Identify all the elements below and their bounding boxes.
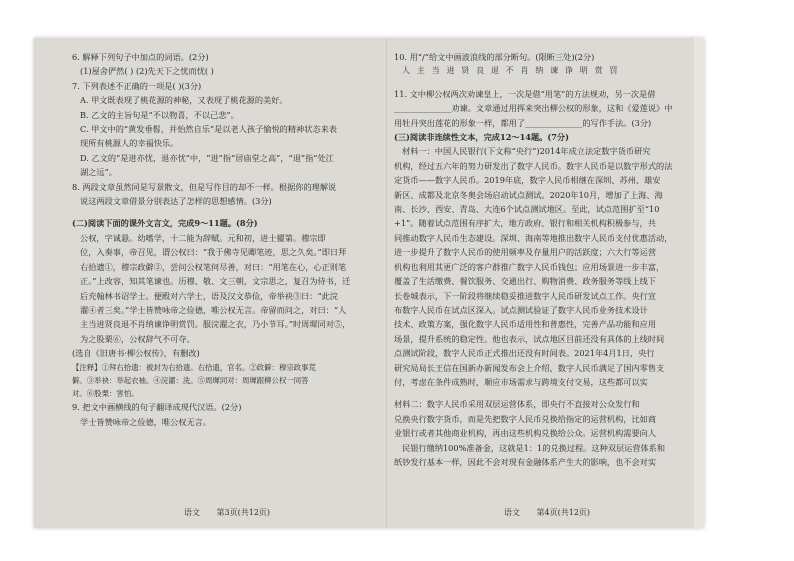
right-column-line: +1”。随着试点范围有序扩大，地方政府、银行和相关机构积极参与，共 [394, 218, 656, 229]
left-column-line: 湖之远”。 [80, 167, 117, 178]
right-column-line: 兑换央行数字货币，而是先把数字人民币兑换给指定的运营机构，比如商 [394, 413, 657, 424]
footer-right-page: 第4页(共12页) [536, 508, 591, 517]
right-column-line: 新区、成都及北京冬奥会场启动试点测试。2020年10月，增加了上海、海 [394, 189, 663, 200]
right-column-line: ______________劝谏。文章通过用挥来突出柳公权的形象，这和《爱莲说》中 [394, 103, 673, 114]
right-column-line: 10. 用“/”给文中画波浪线的部分断句。(限断三处)(2分) [394, 52, 595, 62]
footer-left [184, 507, 284, 518]
footer-right [504, 507, 604, 518]
left-column-line: 【注释】①拜右拾遗：被封为右拾遗。右拾遗，官名。②政僻：穆宗政事荒 [72, 362, 316, 372]
left-column-line: 7. 下列表述不正确的一项是( )(3分) [72, 80, 202, 91]
right-column-line: 技术、政策方案，强化数字人民币适用性和普惠性，完善产品功能和应用 [394, 319, 657, 330]
right-column-line: 材料二：数字人民币采用双层运营体系，即央行不直接对公众发行和 [394, 399, 640, 410]
right-column-line: 机构也利用其更广泛的客户群推广数字人民币钱包；应用场景进一步丰富， [394, 261, 665, 272]
right-column-line: 业银行或者其他商业机构，再由这些机构兑换给公众。运营机构需要向人 [394, 428, 657, 439]
left-column-line: A. 甲文既表现了桃花源的神秘，又表现了桃花源的美好。 [80, 95, 288, 106]
left-column-line: 主当进贤良退不肖纳谏诤明赏罚。服浣濯之衣，乃小节耳。”时周墀同对⑤， [80, 319, 351, 330]
right-column-line: 机构，经过五六年的努力研发出了数字人民币。数字人民币是以数字形式的法 [394, 160, 673, 171]
exam-sheet [34, 38, 704, 528]
left-column-line: 公权，字诚悬。幼嗜学，十二能为辞赋。元和初，进士擢第。穆宗即 [80, 232, 326, 243]
left-column-line: 后充翰林书诏学士。便殿对六学士，语及汉文恭俭，帝举袂③曰：“此浣 [80, 290, 338, 301]
left-column-line: 右拾遗①，穆宗政僻②，尝问公权笔何尽善，对曰：“用笔在心，心正则笔 [80, 261, 347, 272]
right-column-line: 布数字人民币在试点区深入。试点测试验证了数字人民币业务技术设计 [394, 304, 648, 315]
right-column-line: 纸钞发行基本一样，因此不会对现有金融体系产生大的影响，也不会对实 [394, 456, 657, 467]
right-column-line: 用牡丹突出莲花的形象一样，都用了______________的写作手法。(3分) [394, 117, 652, 128]
right-column-line: 场景，提升系统的稳定性。他也表示，试点地区目前还没有具体的上线时间 [394, 333, 665, 344]
right-column-line: 定货币——数字人民币。2019年底，数字人民币相继在深圳、苏州、雄安 [394, 175, 661, 186]
right-column-line: 南、长沙、西安、青岛、大连6个试点测试地区。至此，试点范围扩至“10 [394, 204, 660, 215]
left-column-line: D. 乙文的“是进亦忧，退亦忧”中，“进”指“居庙堂之高”，“退”指“处江 [80, 152, 334, 163]
page-edge [694, 38, 704, 528]
right-column [394, 50, 692, 469]
right-column-line: 点测试阶段，数字人民币正式推出还没有时间表。2021年4月1日，央行 [394, 348, 655, 359]
right-column-line: 付，考虑在条件成熟时，顺应市场需求与跨境支付交易，这些都可以实 [394, 376, 648, 387]
left-column-line: 濯④者三矣。”学士皆赞咏帝之俭德，唯公权无言。帝留而问之，对曰：“人 [80, 304, 347, 315]
left-column-line: 对。⑥股栗：害怕。 [72, 388, 139, 398]
left-column-line: (选自《旧唐书·柳公权传》，有删改) [72, 348, 200, 359]
right-column-line: 进一步提升了数字人民币的使用频率及存量用户的活跃度；六大行等运营 [394, 247, 657, 258]
left-column-line: C. 甲文中的“黄发垂髫，并怡然自乐”是以老人孩子愉悦的精神状态来表 [80, 124, 337, 135]
footer-left-subject: 语文 [184, 508, 200, 517]
left-column-line: B. 乙文的主旨句是“不以物喜，不以己悲”。 [80, 109, 239, 120]
right-column-line: 材料一：中国人民银行(下文称“央行”)2014年成立法定数字货币研究 [402, 146, 651, 157]
left-column-line: 说这两段文章借景分别表达了怎样的思想感情。(3分) [80, 196, 272, 207]
left-column-line: 僻。③举袂：举起衣袖。④浣濯：洗。⑤周墀同对：周墀跟柳公权一同答 [72, 375, 309, 385]
left-column-line: (1)屋舍俨然( ) (2)先天下之忧而忧( ) [80, 66, 214, 77]
right-column-line: 11. 文中柳公权两次劝谏皇上，一次是借“用笔”的方法规劝，另一次是借 [394, 88, 656, 99]
left-column-line: 现所有桃源人的幸福快乐。 [80, 138, 179, 149]
right-column-line: 同推动数字人民币生态建设。深圳、海南等地推出数字人民币支付优惠活动， [394, 232, 673, 243]
footer-left-page: 第3页(共12页) [216, 508, 271, 517]
right-column-line: (三)阅读非连续性文本，完成12～14题。(7分) [394, 132, 569, 143]
right-column-line: 研究局局长王信在国新办新闻发布会上介绍，数字人民币满足了国内零售支 [394, 362, 665, 373]
right-column-line [394, 389, 692, 397]
left-column-line: 学士皆赞咏帝之俭德，唯公权无言。 [80, 416, 212, 427]
left-column-line: 位，入奏事，帝召见，谓公权曰：“我于佛寺见卿笔迹，思之久矣。”即日拜 [80, 247, 347, 258]
left-column-line [72, 208, 392, 216]
right-column-line: 民银行缴纳100%准备金，这就是1：1的兑换过程。这种双层运营体系和 [402, 442, 666, 453]
left-column-line: 为之股栗⑥，公权辞气不可夺。 [80, 333, 195, 344]
right-column-line: 覆盖了生活缴费、餐饮服务、交通出行、购物消费、政务服务等线上线下 [394, 276, 657, 287]
right-column-line [394, 79, 692, 87]
left-column [72, 50, 392, 429]
right-column-line: 人 主 当 进 贤 良 退 不 肖 纳 谏 诤 明 赏 罚 [402, 66, 619, 76]
right-column-line: 长卷城表示，下一阶段将继续稳妥推进数字人民币研发试点工作。央行宣 [394, 290, 657, 301]
footer-right-subject: 语文 [504, 508, 520, 517]
left-column-line: 6. 解释下列句子中加点的词语。(2分) [72, 52, 209, 62]
left-column-line: 正。”上改容，知其笔谏也。历穆、敬、文三朝，文宗思之，复召为侍书，迁 [80, 276, 351, 287]
left-column-line: (二)阅读下面的课外文言文，完成9～11题。(8分) [72, 218, 258, 229]
left-column-line: 9. 把文中画横线的句子翻译成现代汉语。(2分) [72, 402, 242, 413]
left-column-line: 8. 两段文章虽然同是写景散文，但是写作目的却不一样。根据你的理解说 [72, 181, 337, 192]
